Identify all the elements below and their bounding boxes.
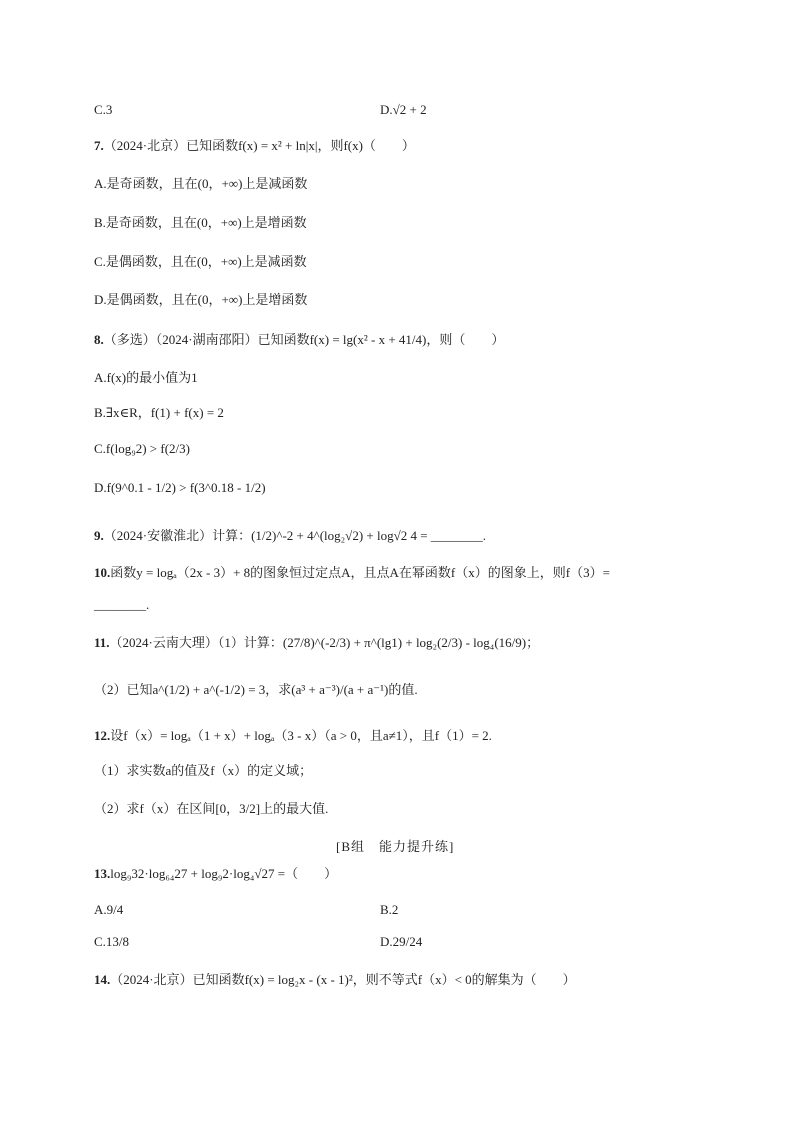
q8-number: 8. [94, 332, 104, 347]
q7-option-a: A.是奇函数，且在(0，+∞)上是减函数 [94, 176, 308, 191]
q12-stem [94, 729, 492, 742]
q13-option-d: D.29/24 [380, 934, 423, 949]
q10-stem-text: 函数y = logₐ（2x - 3）+ 8的图象恒过定点A，且点A在幂函数f（x）的图象上，则f（3）= [110, 565, 610, 580]
q8-option-d: D.f(9^0.1 - 1/2) > f(3^0.18 - 1/2) [94, 480, 266, 495]
q10-number: 10. [94, 565, 111, 580]
q8-option-b: B.∃x∈R，f(1) + f(x) = 2 [94, 405, 224, 420]
q9-stem-text: （2024·安徽淮北）计算：(1/2)^-2 + 4^(log₂√2) + log√2 4 = ________. [103, 528, 487, 543]
q13-option-b: B.2 [380, 902, 399, 917]
q8-option-c: C.f(log₉2) > f(2/3) [94, 441, 190, 456]
q6-option-c: C.3 [94, 102, 113, 117]
q14-number: 14. [94, 972, 111, 987]
q13-option-c: C.13/8 [94, 934, 130, 949]
q11-number: 11. [94, 635, 110, 650]
q12-number: 12. [94, 728, 111, 743]
q11-part1 [94, 636, 539, 649]
q8-stem [94, 333, 504, 346]
q7-number: 7. [94, 138, 104, 153]
q7-option-d: D.是偶函数，且在(0，+∞)上是增函数 [94, 292, 308, 307]
q8-stem-text: （多选）（2024·湖南邵阳）已知函数f(x) = lg(x² - x + 41/4)，则（ ） [103, 332, 505, 347]
q14-stem-text: （2024·北京）已知函数f(x) = log₂x - (x - 1)²，则不等式f（x）< 0的解集为（ ） [110, 972, 576, 987]
q10-stem [94, 566, 610, 579]
q12-part1: （1）求实数a的值及f（x）的定义域； [94, 763, 313, 778]
q7-option-b: B.是奇函数，且在(0，+∞)上是增函数 [94, 215, 307, 230]
q7-option-c: C.是偶函数，且在(0，+∞)上是减函数 [94, 254, 307, 269]
section-heading: [B组 能力提升练] [336, 839, 455, 854]
q8-option-a: A.f(x)的最小值为1 [94, 370, 198, 385]
q12-part2: （2）求f（x）在区间[0，3/2]上的最大值. [94, 801, 329, 816]
q9-number: 9. [94, 528, 104, 543]
q14-stem [94, 973, 576, 986]
q9-stem [94, 529, 486, 542]
q11-part1-text: （2024·云南大理）（1）计算：(27/8)^(-2/3) + π^(lg1) + log₂(2/3) - log₄(16/9)； [109, 635, 540, 650]
q7-stem-text: （2024·北京）已知函数f(x) = x² + ln|x|，则f(x)（ ） [103, 138, 415, 153]
q13-number: 13. [94, 866, 111, 881]
q11-part2: （2）已知a^(1/2) + a^(-1/2) = 3，求(a³ + a⁻³)/(a + a⁻¹)的值. [94, 682, 418, 697]
q6-option-d: D.√2 + 2 [380, 102, 427, 117]
q13-option-a: A.9/4 [94, 902, 124, 917]
q13-stem [94, 867, 337, 880]
q12-stem-text: 设f（x）= logₐ（1 + x）+ logₐ（3 - x）（a > 0，且a≠1），且f（1）= 2. [110, 728, 492, 743]
q7-stem [94, 139, 415, 152]
q13-stem-text: log₉32·log₆₄27 + log₉2·log₄√27 =（ ） [110, 866, 338, 881]
q10-answer-blank: ________. [94, 597, 150, 612]
